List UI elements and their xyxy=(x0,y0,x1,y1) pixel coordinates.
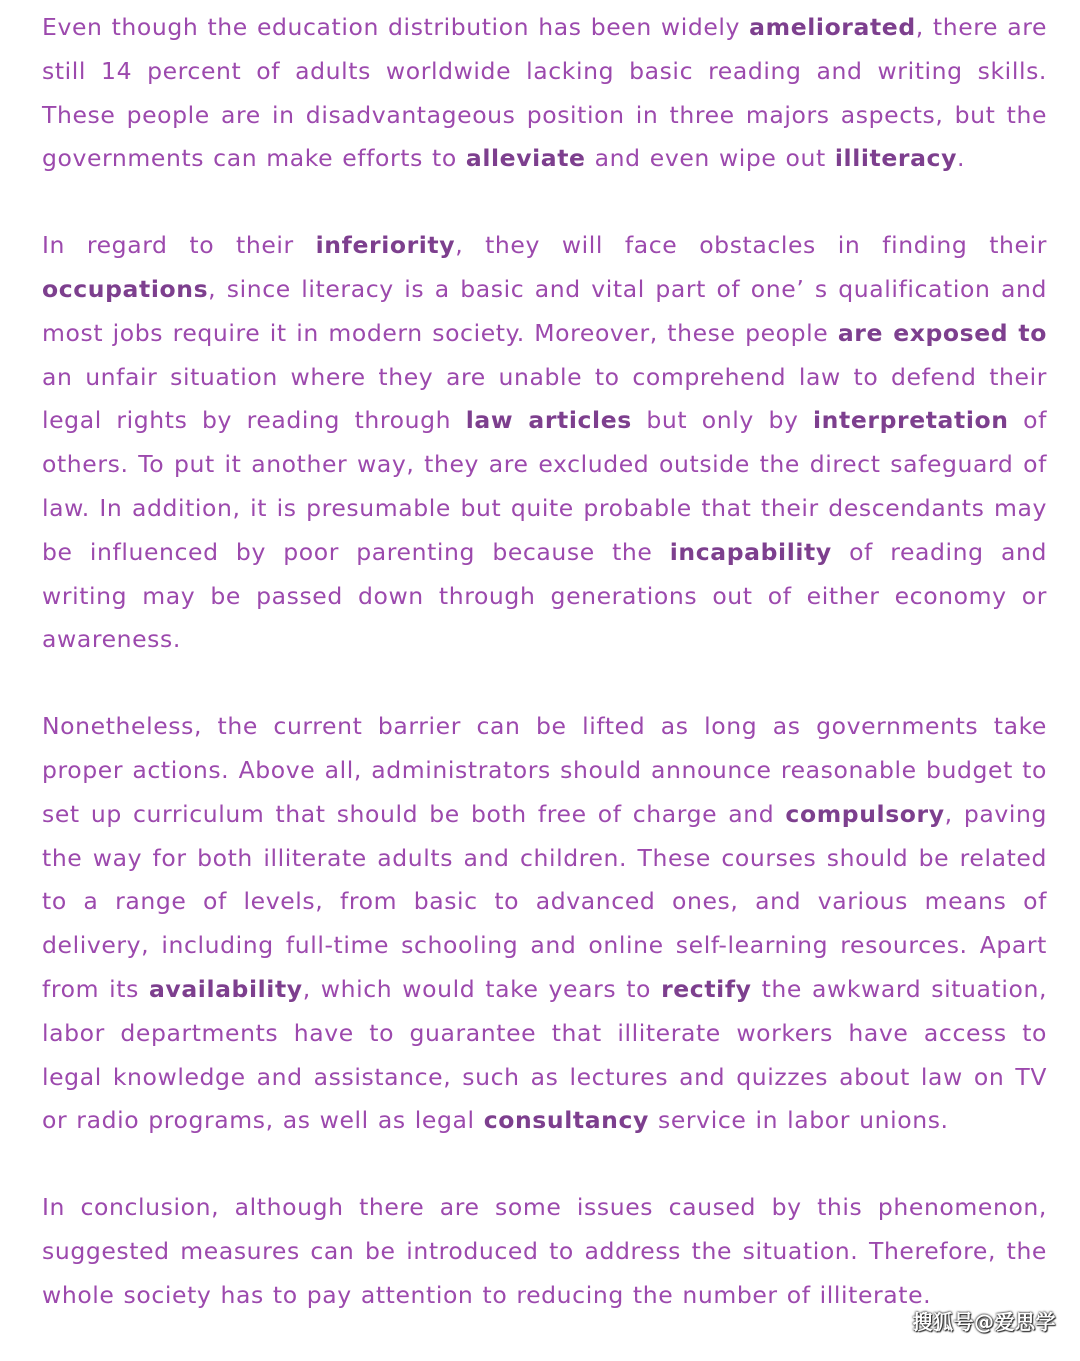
essay-text: of reading and writing may be passed down through generations out of either economy or awareness. xyxy=(42,537,1047,654)
vocab-highlight: ameliorated xyxy=(749,13,916,41)
vocab-highlight: are exposed to xyxy=(837,318,1047,347)
essay-paragraph-disadvantages xyxy=(42,224,1047,662)
vocab-highlight: illiteracy xyxy=(834,144,957,173)
vocab-highlight: rectify xyxy=(661,974,752,1003)
essay-text: , since literacy is a basic and vital part of one’ s qualification and most jobs require it in modern society. Moreover, these people xyxy=(42,274,1047,347)
essay-text: Even though the education distribution has been widely xyxy=(42,13,750,41)
essay-body xyxy=(42,6,1047,1361)
essay-text: and even wipe out xyxy=(585,144,835,173)
vocab-highlight: incapability xyxy=(669,537,832,566)
essay-text: , they will face obstacles in finding their xyxy=(455,231,1047,260)
essay-text: service in labor unions. xyxy=(648,1106,949,1135)
vocab-highlight: inferiority xyxy=(315,231,456,260)
essay-text: , which would take years to xyxy=(302,974,662,1003)
essay-text: but only by xyxy=(631,406,814,435)
essay-text: , there are still 14 percent of adults worldwide lacking basic reading and writing skills. These people are in disadvantageous position in three majors aspects, but the governments can make efforts to xyxy=(42,13,1047,173)
essay-text: In conclusion, although there are some issues caused by this phenomenon, suggested measures can be introduced to address the situation. Therefore, the whole society has to pay attention to reducing the number of illiterate. xyxy=(42,1193,1047,1309)
essay-text: an unfair situation where they are unable to comprehend law to defend their legal rights by reading through xyxy=(42,362,1047,435)
vocab-highlight: law articles xyxy=(465,406,632,435)
vocab-highlight: availability xyxy=(148,974,303,1003)
essay-text: In regard to their xyxy=(42,231,316,260)
vocab-highlight: alleviate xyxy=(465,144,586,173)
essay-text: the awkward situation, labor departments have to guarantee that illiterate workers have access to legal knowledge and assistance, such as lectures and quizzes about law on TV or radio programs, as well as legal xyxy=(42,974,1048,1135)
essay-text: of others. To put it another way, they are excluded outside the direct safeguard of law. In addition, it is presumable but quite probable that their descendants may be influenced by poor parenting because the xyxy=(42,406,1048,566)
essay-text: . xyxy=(957,144,966,173)
essay-paragraph-conclusion xyxy=(42,1186,1047,1317)
vocab-highlight: occupations xyxy=(42,274,209,303)
watermark-label: 搜狐号@爱思学 xyxy=(912,1310,1056,1334)
vocab-highlight: consultancy xyxy=(483,1106,649,1135)
essay-text: Nonetheless, the current barrier can be lifted as long as governments take proper actions. Above all, administrators should announce reasonable budget to set up curriculum that should be both free of charge and xyxy=(42,712,1047,828)
essay-paragraph-solutions xyxy=(42,705,1047,1143)
essay-text: , paving the way for both illiterate adults and children. These courses should be related to a range of levels, from basic to advanced ones, and various means of delivery, including full-time schooling and online self-learning resources. Apart from its xyxy=(42,799,1047,1003)
vocab-highlight: compulsory xyxy=(785,799,945,828)
essay-paragraph-intro xyxy=(42,6,1047,181)
vocab-highlight: interpretation xyxy=(813,406,1009,435)
